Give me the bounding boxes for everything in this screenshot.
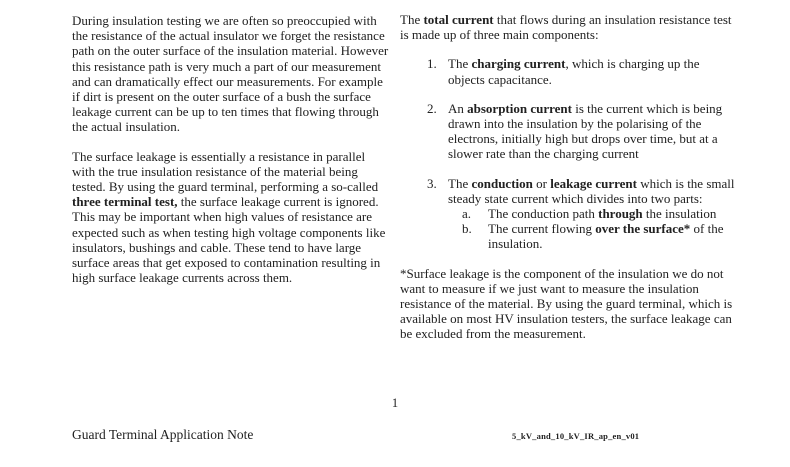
paragraph-insulation-testing [72, 13, 391, 135]
footnote-surface-leakage [400, 266, 737, 342]
text-run: The [448, 175, 472, 191]
text-run: the surface leakage current is ignored. This may be important when high values of resistance are expected such as when testing high voltage components like insulators, bushings and cable. These tend to have large surface areas that get exposed to contamination resulting in high surface leakage currents across them. [72, 194, 386, 286]
text-run: The conduction path [488, 206, 599, 222]
text-run: The current flowing [488, 221, 596, 237]
text-run-bold: through [598, 206, 643, 222]
text-run: The surface leakage is essentially a resistance in parallel with the true insulation resistance of the material being tested. By using the guard terminal, performing a so-called [72, 148, 379, 195]
sub-list-item-text [488, 221, 737, 251]
text-run: that flows during an insulation resistance test is made up of three main components: [400, 12, 732, 43]
list-item-charging-current [400, 56, 737, 86]
list-marker: 2. [427, 100, 437, 116]
sub-list-item-through-insulation [400, 206, 737, 221]
list-item-absorption-current [400, 101, 737, 162]
text-run-bold: leakage current [550, 175, 637, 191]
list-item-main [400, 176, 737, 206]
text-run: The [448, 56, 472, 72]
sub-list-marker: a. [462, 206, 472, 222]
sub-list-item-over-surface [400, 221, 737, 251]
page-number: 1 [391, 396, 399, 410]
text-run: of the insulation. [488, 221, 724, 252]
text-run: which is the small steady state current which divides into two parts: [448, 175, 735, 206]
footer-document-reference: 5_kV_and_10_kV_IR_ap_en_v01 [512, 431, 640, 441]
paragraph-total-current-intro [400, 12, 737, 42]
text-run-bold: conduction [471, 175, 533, 191]
text-run: The [400, 12, 424, 27]
text-run: *Surface leakage is the component of the insulation we do not want to measure if we just want to measure the insulation resistance of the material. By using the guard terminal, which is available on most HV insulation testers, the surface leakage can be excluded from the measurement. [400, 265, 733, 342]
list-item-conduction-current [400, 176, 737, 252]
text-run-bold: charging current [471, 56, 566, 72]
left-column [72, 13, 391, 299]
list-item-text [448, 56, 737, 86]
text-run-bold: over the surface* [595, 221, 691, 237]
list-item-text [448, 176, 737, 206]
text-run: the insulation [642, 206, 717, 222]
text-run-bold: total current [423, 12, 494, 27]
right-column [400, 12, 737, 342]
list-marker: 1. [427, 56, 437, 72]
text-run: is the current which is being drawn into the insulation by the polarising of the electrons, initially high but drops over time, but at a slower rate than the charging current [448, 100, 723, 162]
text-run-bold: absorption current [467, 100, 572, 116]
text-run-bold: three terminal test, [72, 194, 178, 210]
list-item-text [448, 101, 737, 162]
sub-list-marker: b. [462, 221, 472, 237]
sub-list-item-text [488, 206, 737, 221]
text-run: An [448, 100, 468, 116]
paragraph-surface-leakage [72, 149, 391, 286]
text-run: or [532, 175, 551, 191]
text-run: , which is charging up the objects capacitance. [448, 56, 700, 87]
list-marker: 3. [427, 175, 437, 191]
footer-document-title: Guard Terminal Application Note [72, 427, 254, 442]
text-run: During insulation testing we are often so preoccupied with the resistance of the actual insulator we forget the resistance path on the outer surface of the insulation material. However this resistance path is very much a part of our measurement and can dramatically effect our measurements. For example if dirt is present on the outer surface of a bush the surface leakage current can be up to ten times that flowing through the actual insulation. [72, 13, 389, 135]
